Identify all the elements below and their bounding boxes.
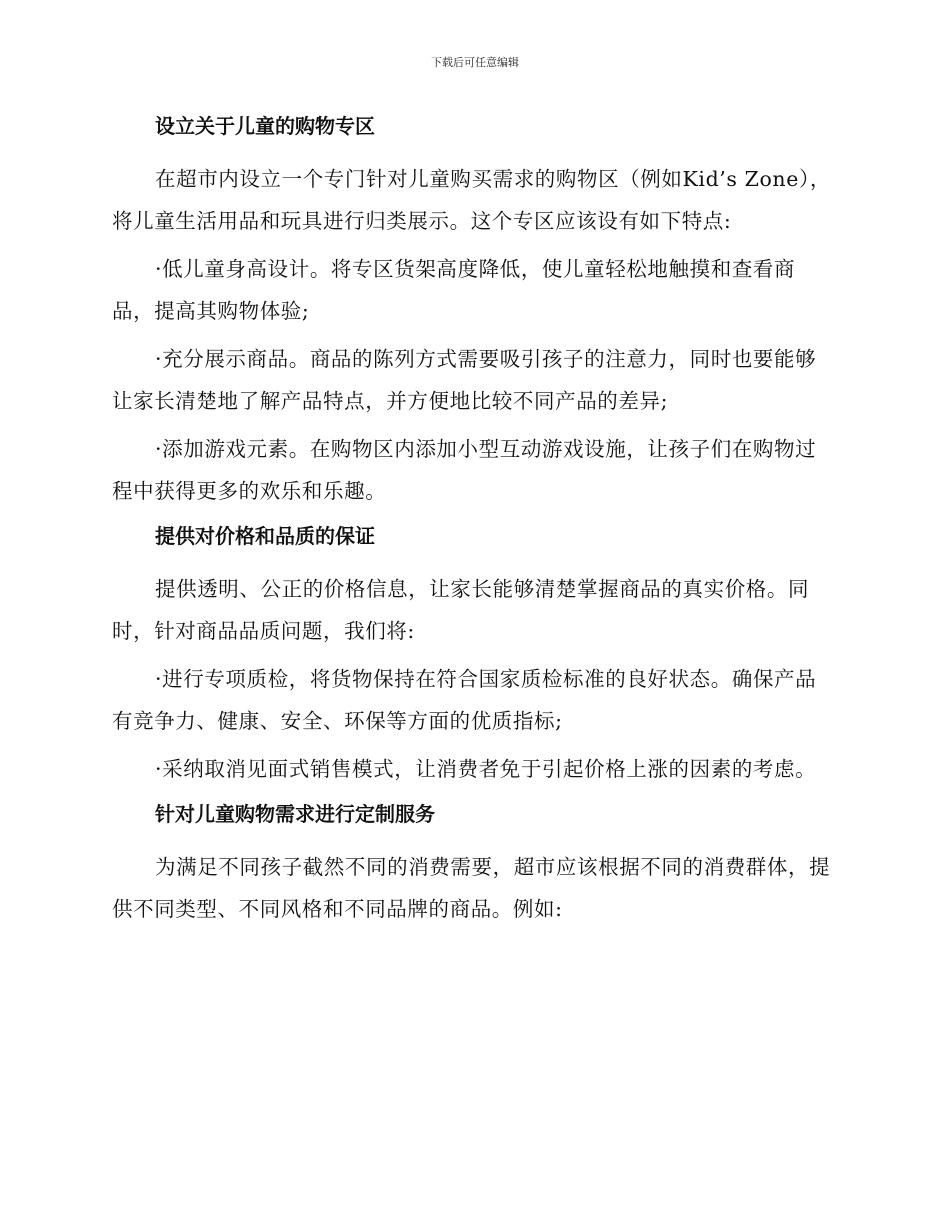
bullet-paragraph: ·充分展示商品。商品的陈列方式需要吸引孩子的注意力，同时也要能够让家长清楚地了解产品特点，并方便地比较不同产品的差异; bbox=[112, 347, 817, 413]
document-body bbox=[112, 108, 832, 936]
bullet-paragraph: ·添加游戏元素。在购物区内添加小型互动游戏设施，让孩子们在购物过程中获得更多的欢乐和乐趣。 bbox=[112, 437, 817, 503]
paragraph: 为满足不同孩子截然不同的消费需要，超市应该根据不同的消费群体，提供不同类型、不同风格和不同品牌的商品。例如: bbox=[112, 855, 831, 921]
bullet-paragraph: ·采纳取消见面式销售模式，让消费者免于引起价格上涨的因素的考虑。 bbox=[155, 757, 817, 781]
bullet-paragraph: ·低儿童身高设计。将专区货架高度降低，使儿童轻松地触摸和查看商品，提高其购物体验; bbox=[112, 257, 796, 323]
section-kids-zone bbox=[112, 108, 832, 512]
page-header: 下载后可任意编辑 bbox=[431, 56, 519, 69]
section-heading: 针对儿童购物需求进行定制服务 bbox=[155, 802, 435, 826]
section-heading: 提供对价格和品质的保证 bbox=[155, 524, 375, 548]
paragraph: 提供透明、公正的价格信息，让家长能够清楚掌握商品的真实价格。同时，针对商品品质问题，我们将: bbox=[112, 577, 810, 643]
section-price-quality bbox=[112, 518, 832, 790]
section-heading: 设立关于儿童的购物专区 bbox=[155, 114, 375, 138]
section-custom-service bbox=[112, 796, 832, 930]
bullet-paragraph: ·进行专项质检，将货物保持在符合国家质检标准的良好状态。确保产品有竞争力、健康、安全、环保等方面的优质指标; bbox=[112, 667, 817, 733]
paragraph: 在超市内设立一个专门针对儿童购买需求的购物区（例如Kid’s Zone），将儿童生活用品和玩具进行归类展示。这个专区应该设有如下特点: bbox=[112, 167, 831, 233]
